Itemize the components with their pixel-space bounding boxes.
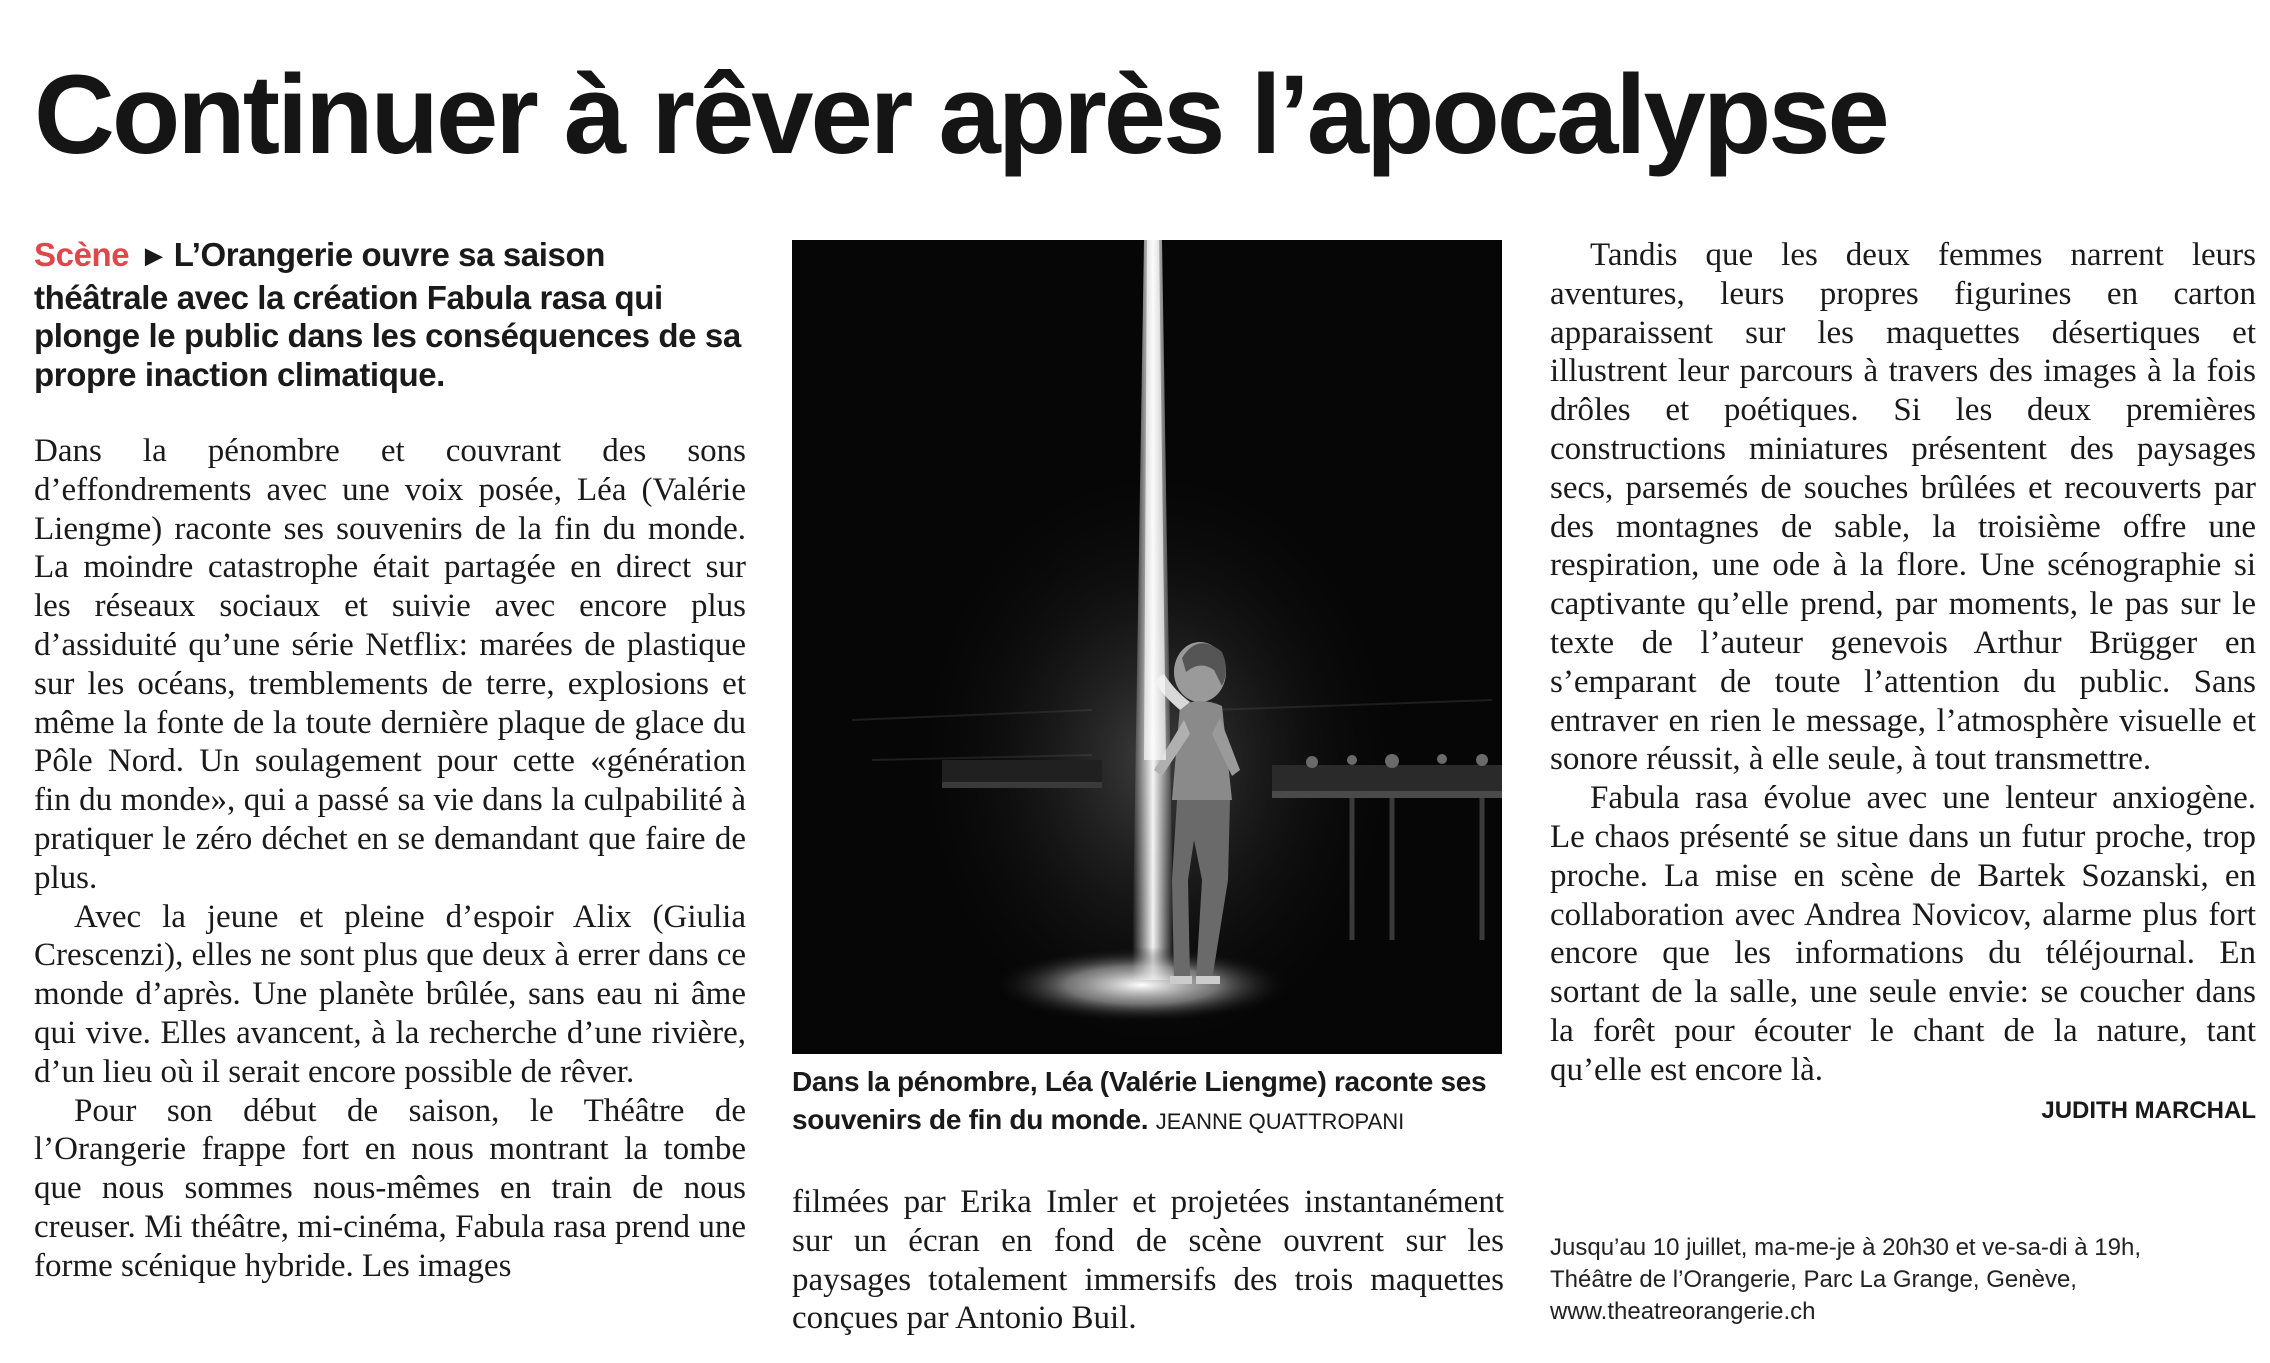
body-paragraph-1: Dans la pénombre et couvrant des sons d’effondrements avec une voix posée, Léa (Valérie Liengme) raconte ses souvenirs de la fin du monde. La moindre catastrophe était partagée en direct sur les réseaux sociaux et suivie avec encore plus d’assiduité qu’une série Netflix: marées de plastique sur les océans, tremblements de terre, explosions et même la fonte de la toute dernière plaque de glace du Pôle Nord. Un soulagement pour cette «génération fin du monde», qui a passé sa vie dans la culpabilité à pratiquer le zéro déchet en se demandant que faire de plus. (34, 433, 746, 896)
lead-text: L’Orangerie ouvre sa saison théâtrale avec la création Fabula rasa qui plonge le public dans les conséquences de sa propre inaction climatique. (34, 236, 741, 393)
article-column-2 (792, 1183, 1504, 1338)
event-venue: Théâtre de l’Orangerie, Parc La Grange, Genève, (1550, 1266, 2077, 1293)
photo-caption (792, 1063, 1512, 1141)
article-photo (792, 240, 1502, 1054)
body-paragraph-2: Avec la jeune et pleine d’espoir Alix (Giulia Crescenzi), elles ne sont plus que deux à errer dans ce monde d’après. Une planète brûlée, sans eau ni âme qui vive. Elles avancent, à la recherche d’une rivière, d’un lieu où il serait encore possible de rêver. (34, 898, 746, 1090)
headline: Continuer à rêver après l’apocalypse (34, 52, 1887, 177)
article-column-3 (1550, 236, 2256, 1126)
photo-credit: JEANNE QUATTROPANI (1155, 1109, 1405, 1134)
caption-text: Dans la pénombre, Léa (Valérie Liengme) raconte ses souvenirs de fin du monde. (792, 1066, 1487, 1135)
section-kicker: Scène (34, 236, 130, 273)
stage-light-photo (792, 240, 1502, 1054)
event-website: www.theatreorangerie.ch (1550, 1298, 1816, 1325)
body-paragraph-3: Pour son début de saison, le Théâtre de l’Orangerie frappe fort en nous montrant la tombe que nous sommes nous-mêmes en train de nous creuser. Mi théâtre, mi-cinéma, Fabula rasa prend une forme scénique hybride. Les images (34, 1092, 746, 1284)
body-paragraph-5: Tandis que les deux femmes narrent leurs aventures, leurs propres figurines en carton apparaissent sur les maquettes désertiques et illustrent leur parcours à travers des images à la fois drôles et poétiques. Si les deux premières constructions miniatures présentent des paysages secs, parsemés de souches brûlées et recouverts par des montagnes de sable, la troisième offre une respiration, une ode à la flore. Une scénographie si captivante qu’elle prend, par moments, le pas sur le texte de l’auteur genevois Arthur Brügger en s’emparant de toute l’attention du public. Sans entraver en rien le message, l’atmosphère visuelle et sonore réussit, à elle seule, à tout transmettre. (1550, 237, 2256, 778)
article-column-1 (34, 236, 746, 1286)
event-dates: Jusqu’au 10 juillet, ma-me-je à 20h30 et ve-sa-di à 19h, (1550, 1234, 2141, 1261)
body-paragraph-6: Fabula rasa évolue avec une lenteur anxiogène. Le chaos présenté se situe dans un futur proche, trop proche. La mise en scène de Bartek Sozanski, en collaboration avec Andrea Novicov, alarme plus fort encore que les informations du téléjournal. En sortant de la salle, une seule envie: se coucher dans la forêt pour écouter le chant de la nature, tant qu’elle est encore là. (1550, 780, 2256, 1088)
event-info (1550, 1232, 2256, 1328)
play-arrow-icon: ▶ (145, 243, 162, 268)
body-paragraph-4: filmées par Erika Imler et projetées instantanément sur un écran en fond de scène ouvrent sur les paysages totalement immersifs des trois maquettes conçues par Antonio Buil. (792, 1184, 1504, 1337)
author-byline: JUDITH MARCHAL (2041, 1096, 2256, 1124)
lead-paragraph (34, 236, 746, 394)
